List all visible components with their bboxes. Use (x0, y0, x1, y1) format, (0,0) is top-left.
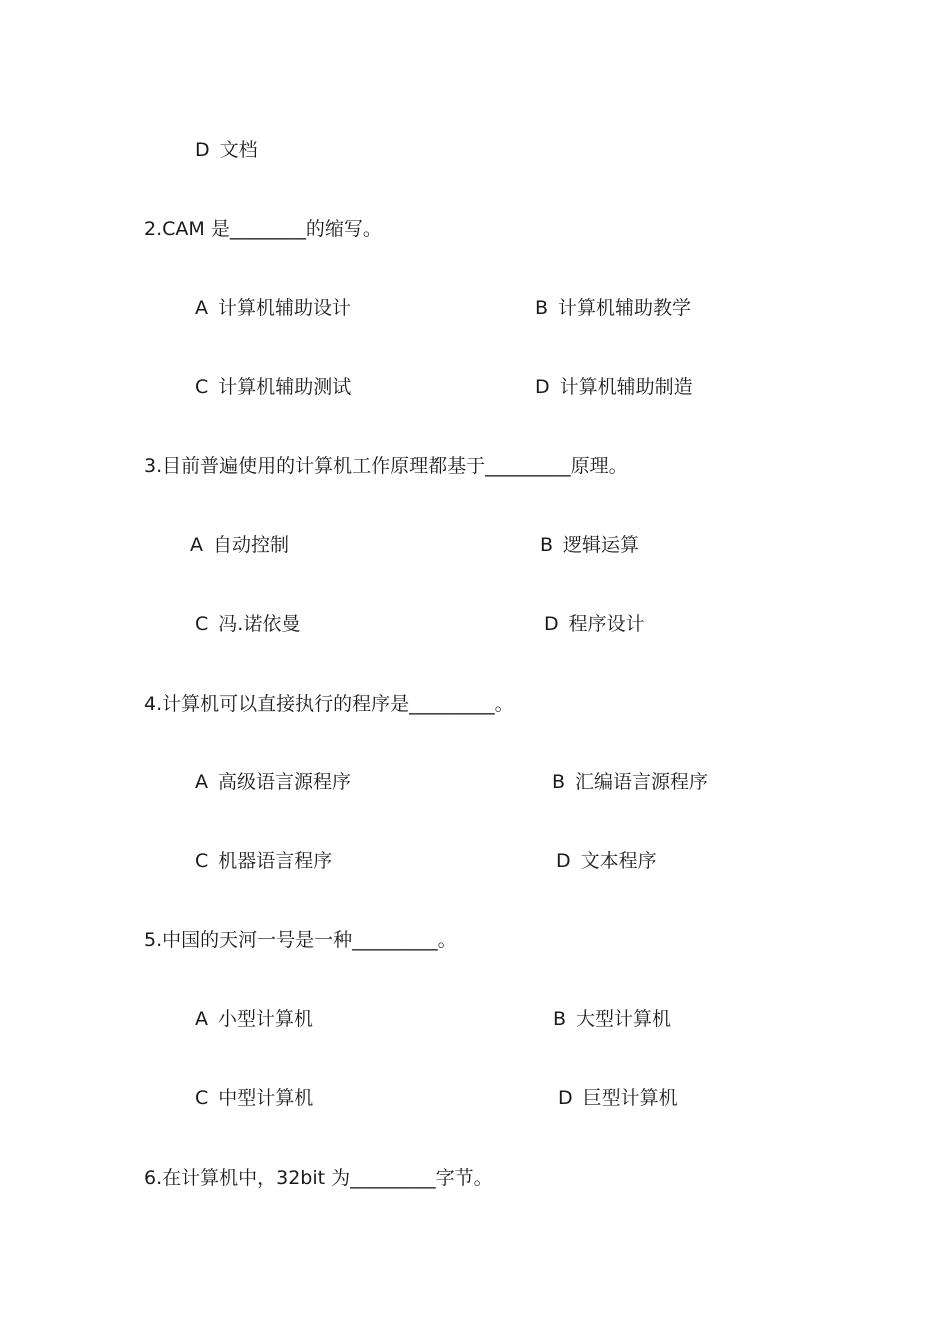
option-letter: A (190, 534, 203, 556)
option-letter: C (195, 850, 209, 872)
question-5-stem: 5.中国的天河一号是一种_________。 (144, 929, 457, 951)
option-text: 中型计算机 (218, 1087, 314, 1109)
option-d-previous (195, 137, 258, 163)
option-text: 计算机辅助设计 (218, 297, 352, 319)
option-letter: D (535, 376, 550, 398)
question-3-option-c (195, 611, 300, 637)
question-4-stem: 4.计算机可以直接执行的程序是_________。 (144, 693, 514, 715)
option-letter: B (540, 534, 554, 556)
option-letter: D (195, 139, 210, 161)
question-3-option-d (544, 611, 645, 637)
option-letter: A (195, 771, 208, 793)
question-5-option-b (553, 1006, 671, 1032)
option-letter: B (552, 771, 566, 793)
question-2-option-b (535, 295, 691, 321)
question-2-option-a (195, 295, 351, 321)
question-2-stem: 2.CAM 是________的缩写。 (144, 218, 382, 240)
question-5-option-c (195, 1085, 313, 1111)
option-text: 逻辑运算 (563, 534, 640, 556)
option-text: 冯.诺依曼 (218, 613, 301, 635)
question-4-option-b (552, 769, 708, 795)
option-text: 高级语言源程序 (218, 771, 352, 793)
option-letter: D (556, 850, 571, 872)
question-2-option-c (195, 374, 351, 400)
question-4-option-c (195, 848, 332, 874)
option-letter: D (558, 1087, 573, 1109)
option-text: 小型计算机 (218, 1008, 314, 1030)
option-text: 大型计算机 (576, 1008, 672, 1030)
question-4-option-a (195, 769, 351, 795)
option-text: 程序设计 (568, 613, 645, 635)
option-text: 文本程序 (580, 850, 657, 872)
option-text: 自动控制 (213, 534, 290, 556)
option-text: 机器语言程序 (218, 850, 333, 872)
option-letter: C (195, 376, 209, 398)
question-4-option-d (556, 848, 657, 874)
option-letter: A (195, 1008, 208, 1030)
option-text: 计算机辅助教学 (558, 297, 692, 319)
question-3-option-b (540, 532, 639, 558)
option-letter: A (195, 297, 208, 319)
option-text: 计算机辅助测试 (218, 376, 352, 398)
option-text: 巨型计算机 (582, 1087, 678, 1109)
question-3-stem: 3.目前普遍使用的计算机工作原理都基于_________原理。 (144, 455, 628, 477)
question-5-option-a (195, 1006, 313, 1032)
option-text: 计算机辅助制造 (559, 376, 693, 398)
question-6-stem: 6.在计算机中，32bit 为_________字节。 (144, 1167, 493, 1189)
option-text: 汇编语言源程序 (575, 771, 709, 793)
option-text: 文档 (219, 139, 258, 161)
option-letter: B (535, 297, 549, 319)
question-2-option-d (535, 374, 693, 400)
option-letter: D (544, 613, 559, 635)
option-letter: C (195, 1087, 209, 1109)
question-5-option-d (558, 1085, 678, 1111)
option-letter: B (553, 1008, 567, 1030)
option-letter: C (195, 613, 209, 635)
question-3-option-a (190, 532, 289, 558)
